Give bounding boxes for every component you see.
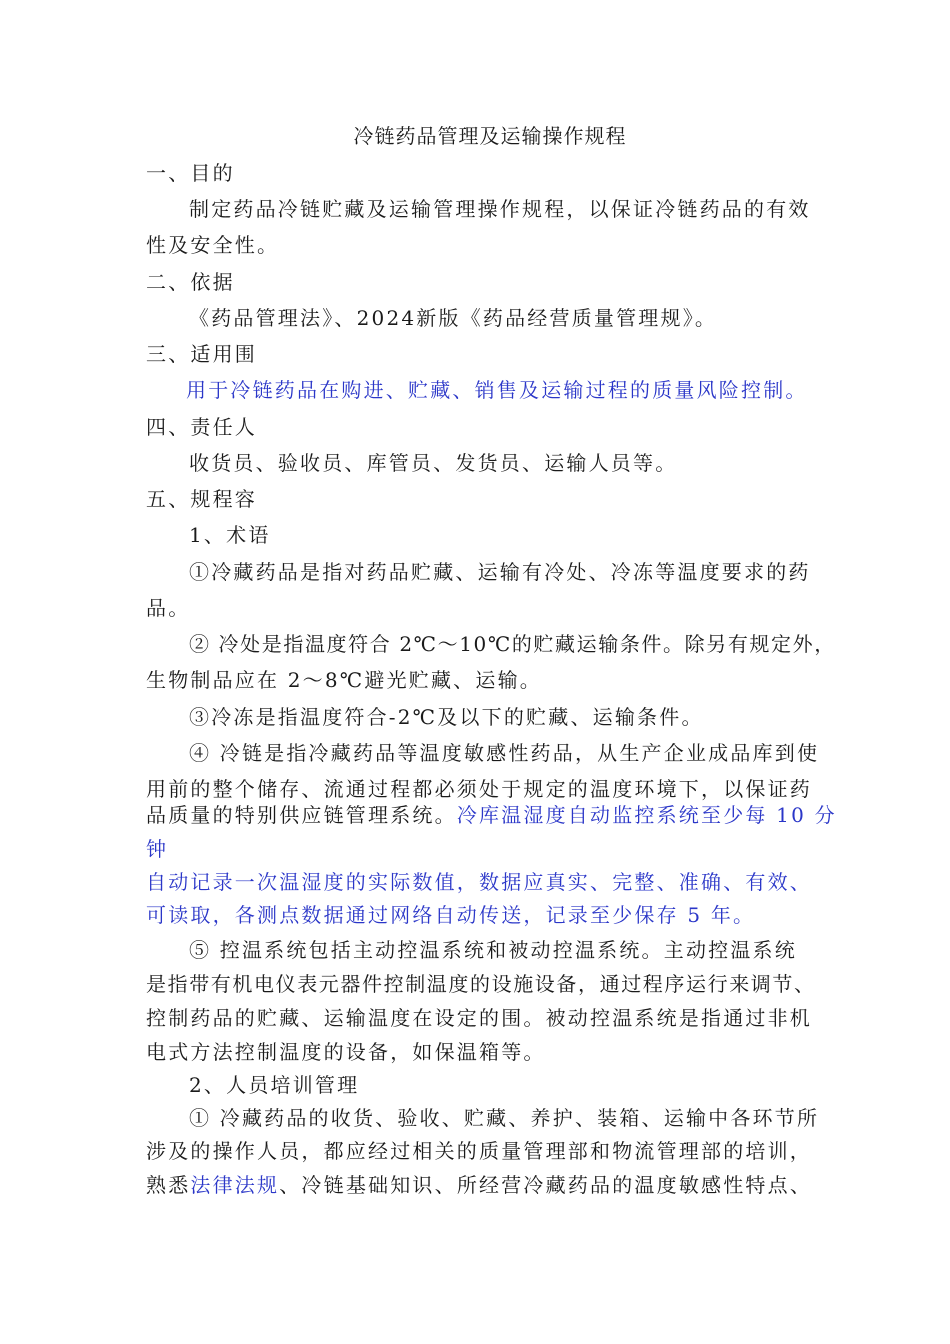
paragraph-line: 《药品管理法》、2024新版《药品经营质量管理规》。 xyxy=(189,306,718,330)
paragraph-line: ② 冷处是指温度符合 2℃～10℃的贮藏运输条件。除另有规定外， xyxy=(189,632,836,656)
paragraph-line: ④ 冷链是指冷藏药品等温度敏感性药品，从生产企业成品库到使 xyxy=(189,741,820,765)
paragraph-text: 、冷链基础知识、所经营冷藏药品的温度敏感性特点、 xyxy=(279,1173,813,1197)
section-heading-basis: 二、依据 xyxy=(146,270,235,294)
paragraph-text: 品质量的特别供应链管理系统。 xyxy=(146,803,457,827)
paragraph-line-highlight: 自动记录一次温湿度的实际数值，数据应真实、完整、准确、有效、 xyxy=(146,870,812,894)
document-title: 冷链药品管理及运输操作规程 xyxy=(353,124,627,148)
paragraph-line: 生物制品应在 2～8℃避光贮藏、运输。 xyxy=(146,668,542,692)
paragraph-line-highlight: 钟 xyxy=(146,837,169,861)
paragraph-line: 电式方法控制温度的设备，如保温箱等。 xyxy=(146,1040,546,1064)
section-heading-responsible: 四、责任人 xyxy=(146,415,257,439)
paragraph-line-mixed xyxy=(146,1171,812,1199)
paragraph-line: ① 冷藏药品的收货、验收、贮藏、养护、装箱、运输中各环节所 xyxy=(189,1106,820,1130)
paragraph-line: 涉及的操作人员，都应经过相关的质量管理部和物流管理部的培训， xyxy=(146,1139,812,1163)
paragraph-line-mixed xyxy=(146,801,837,829)
paragraph-line: 性及安全性。 xyxy=(146,233,280,257)
paragraph-line: ①冷藏药品是指对药品贮藏、运输有冷处、冷冻等温度要求的药 xyxy=(189,560,811,584)
paragraph-line-highlight: 用于冷链药品在购进、贮藏、销售及运输过程的质量风险控制。 xyxy=(186,378,808,402)
paragraph-text-highlight: 法律法规 xyxy=(190,1173,280,1197)
paragraph-line: 是指带有机电仪表元器件控制温度的设施设备，通过程序运行来调节、 xyxy=(146,972,816,996)
paragraph-line-highlight: 可读取，各测点数据通过网络自动传送，记录至少保存 5 年。 xyxy=(146,903,756,927)
paragraph-line: 收货员、验收员、库管员、发货员、运输人员等。 xyxy=(189,451,678,475)
paragraph-line: 品。 xyxy=(146,596,191,620)
paragraph-line: 用前的整个储存、流通过程都必须处于规定的温度环境下，以保证药 xyxy=(146,777,812,801)
paragraph-text-highlight: 冷库温湿度自动监控系统至少每 10 分 xyxy=(456,803,837,827)
paragraph-line: ⑤ 控温系统包括主动控温系统和被动控温系统。主动控温系统 xyxy=(189,938,797,962)
paragraph-text: 熟悉 xyxy=(146,1173,191,1197)
section-heading-purpose: 一、目的 xyxy=(146,161,235,185)
paragraph-line: 制定药品冷链贮藏及运输管理操作规程，以保证冷链药品的有效 xyxy=(189,197,811,221)
subsection-heading-training: 2、人员培训管理 xyxy=(189,1073,360,1097)
section-heading-scope: 三、适用围 xyxy=(146,342,257,366)
section-heading-procedure: 五、规程容 xyxy=(146,487,257,511)
paragraph-line: 控制药品的贮藏、运输温度在设定的围。被动控温系统是指通过非机 xyxy=(146,1006,812,1030)
subsection-heading-terms: 1、术语 xyxy=(189,523,271,547)
paragraph-line: ③冷冻是指温度符合-2℃及以下的贮藏、运输条件。 xyxy=(189,705,704,729)
